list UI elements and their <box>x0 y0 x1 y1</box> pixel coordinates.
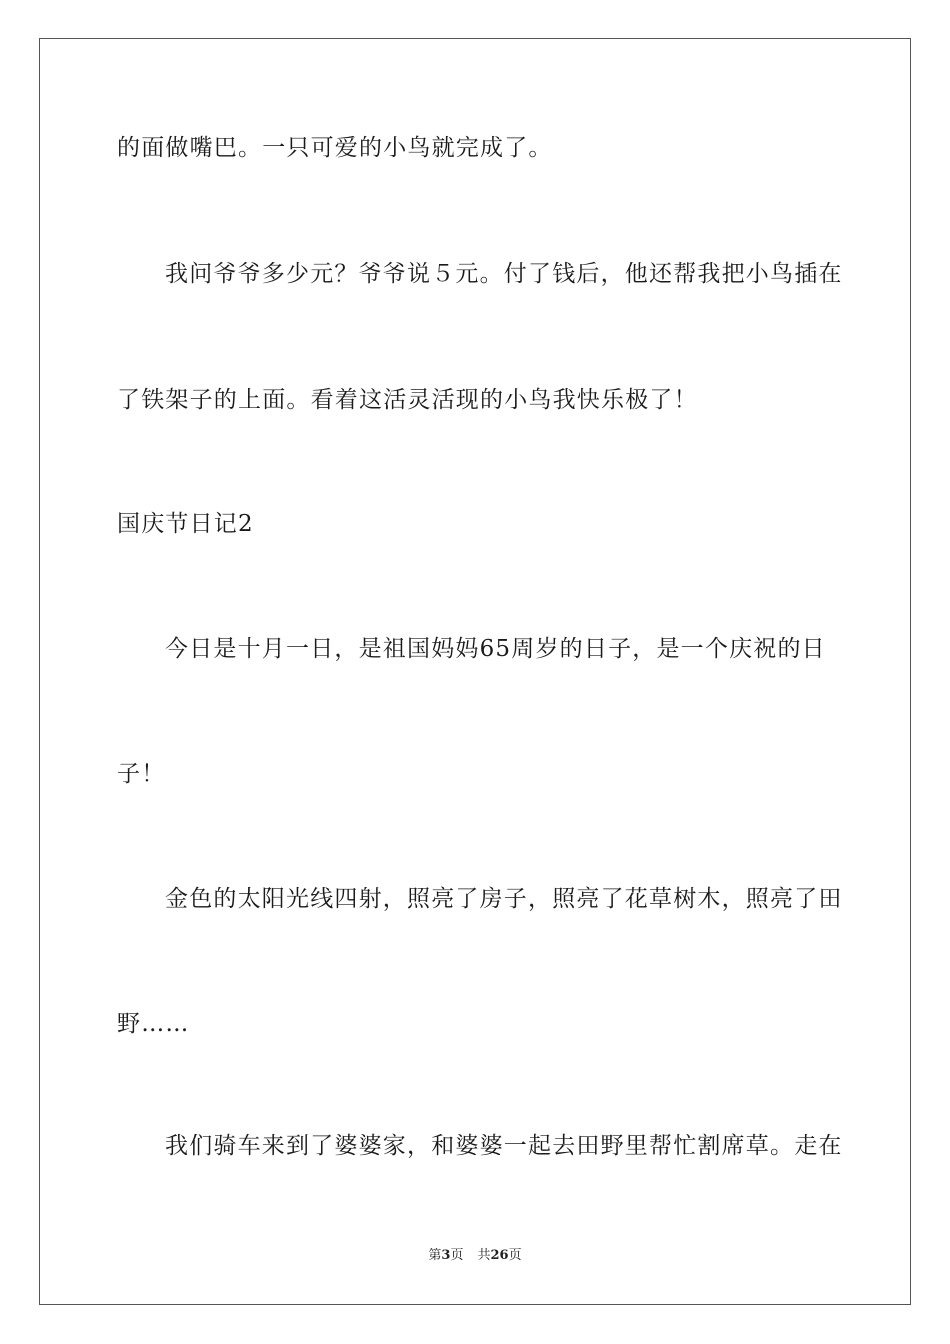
total-pages: 26 <box>490 1248 509 1263</box>
body-line-3: 了铁架子的上面。看着这活灵活现的小鸟我快乐极了！ <box>117 387 698 413</box>
body-line-8: 我们骑车来到了婆婆家，和婆婆一起去田野里帮忙割席草。走在 <box>165 1133 843 1159</box>
total-suffix: 页 <box>508 1248 522 1263</box>
total-prefix: 共 <box>477 1248 491 1263</box>
body-line-2: 我问爷爷多少元？爷爷说５元。付了钱后，他还帮我把小鸟插在 <box>165 261 843 287</box>
page-prefix: 第 <box>428 1248 442 1263</box>
body-line-5: 子！ <box>117 761 166 787</box>
page-number: 3 <box>441 1248 451 1263</box>
body-line-1: 的面做嘴巴。一只可爱的小鸟就完成了。 <box>117 135 553 161</box>
section-heading: 国庆节日记2 <box>117 511 254 537</box>
page-footer <box>0 1247 950 1265</box>
body-line-7: 野…… <box>117 1011 190 1037</box>
body-line-4: 今日是十月一日，是祖国妈妈65周岁的日子，是一个庆祝的日 <box>165 636 826 662</box>
body-line-6: 金色的太阳光线四射，照亮了房子，照亮了花草树木，照亮了田 <box>165 886 843 912</box>
page-frame <box>39 38 911 1305</box>
page-suffix: 页 <box>450 1248 464 1263</box>
